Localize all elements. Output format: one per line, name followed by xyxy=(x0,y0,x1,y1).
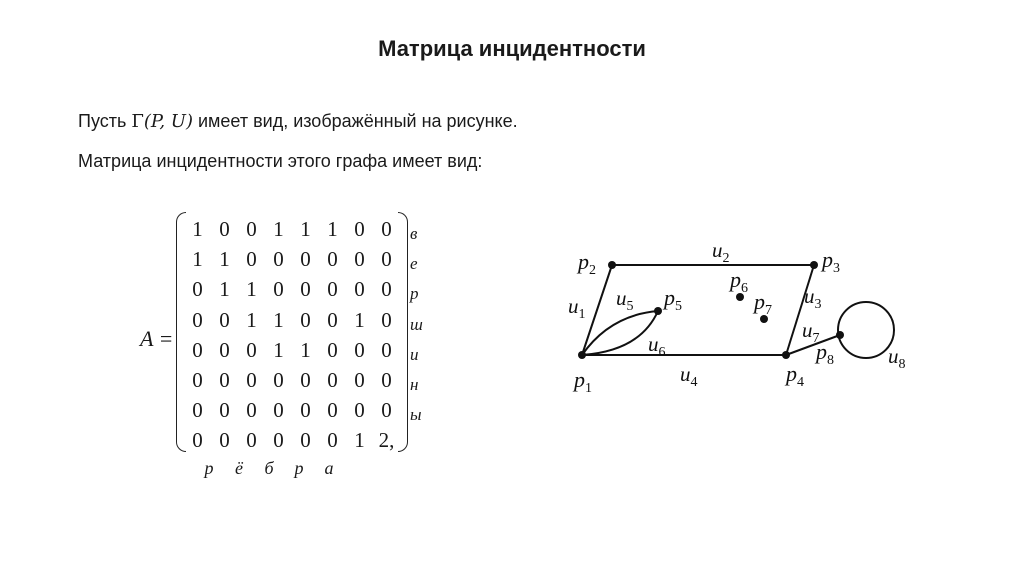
matrix-cell: 0 xyxy=(219,367,230,392)
matrix-cell: 0 xyxy=(327,398,338,423)
vertex-p1-dot xyxy=(578,351,586,359)
matrix-cell: 0 xyxy=(300,398,311,423)
matrix-cell: 1 xyxy=(246,277,257,302)
matrix-cell: 2, xyxy=(378,428,395,453)
matrix-cell: 0 xyxy=(300,367,311,392)
vertex-p5-dot xyxy=(654,307,662,315)
vertex-p4-dot xyxy=(782,351,790,359)
matrix-cell: 0 xyxy=(354,217,365,241)
matrix-cell: 1 xyxy=(354,307,365,332)
matrix-cell: 1 xyxy=(219,277,230,302)
matrix-cell: 0 xyxy=(327,307,338,332)
matrix-row-label: и xyxy=(410,344,419,364)
matrix-cell: 0 xyxy=(381,367,392,392)
matrix-cell: 0 xyxy=(219,337,230,362)
matrix-cell: 0 xyxy=(273,398,284,423)
matrix-cell: 0 xyxy=(246,367,257,392)
matrix-cell: 0 xyxy=(192,398,203,423)
matrix-cell: 0 xyxy=(381,337,392,362)
matrix-cell: 1 xyxy=(246,307,257,332)
matrix-column-label: р xyxy=(294,458,304,478)
vertex-p2-label: $p_2$ xyxy=(578,249,596,278)
matrix-cell: 0 xyxy=(354,398,365,423)
matrix-cell: 0 xyxy=(246,217,257,241)
matrix-cell: 1 xyxy=(273,337,284,362)
matrix-cell: 0 xyxy=(219,428,230,453)
matrix-label: A = xyxy=(140,326,174,351)
vertex-p5-label: $p_5$ xyxy=(664,285,682,314)
intro-prefix: Пусть xyxy=(78,111,132,131)
matrix-row-label: р xyxy=(410,284,419,304)
graph-notation xyxy=(131,111,193,132)
matrix-cell: 0 xyxy=(300,277,311,302)
matrix-cell: 0 xyxy=(273,277,284,302)
matrix-cell: 1 xyxy=(192,247,203,272)
vertex-p7-label: $p_7$ xyxy=(754,289,772,318)
graph-args: (P, U) xyxy=(143,111,193,132)
matrix-row-label: е xyxy=(410,254,418,274)
edge-u6 xyxy=(582,311,658,355)
matrix-row-label: ы xyxy=(410,405,422,425)
matrix-cell: 0 xyxy=(381,217,392,241)
matrix-cell: 0 xyxy=(192,337,203,362)
matrix-row-label: н xyxy=(410,374,419,394)
page-title: Матрица инцидентности xyxy=(378,36,646,61)
matrix-column-label: а xyxy=(324,458,334,478)
matrix-row-label: ш xyxy=(410,314,423,334)
matrix-column-label: р xyxy=(204,458,214,478)
matrix-row-labels xyxy=(410,224,423,435)
matrix-cell: 1 xyxy=(327,217,338,241)
matrix-cell: 0 xyxy=(327,337,338,362)
edge-u7-label: $u_7$ xyxy=(802,318,820,346)
matrix-cell: 0 xyxy=(273,247,284,272)
matrix-cell: 1 xyxy=(300,337,311,362)
intro-suffix: имеет вид, изображённый на рисунке. xyxy=(192,111,518,131)
matrix-cell: 0 xyxy=(327,247,338,272)
matrix-cell: 0 xyxy=(219,398,230,423)
matrix-cell: 0 xyxy=(381,307,392,332)
matrix-cell: 0 xyxy=(381,247,392,272)
vertex-p8-label: $p_8$ xyxy=(816,339,834,368)
matrix-cell: 0 xyxy=(246,247,257,272)
matrix-cell: 0 xyxy=(327,428,338,453)
statement-line: Матрица инцидентности этого графа имеет вид: xyxy=(78,151,483,171)
edge-u8-loop xyxy=(838,302,894,358)
vertex-p1-label: $p_1$ xyxy=(574,367,592,396)
matrix-cell: 0 xyxy=(354,277,365,302)
matrix-column-label: ё xyxy=(235,458,243,478)
edge-u5-label: $u_5$ xyxy=(616,286,634,314)
matrix-row-label: в xyxy=(410,224,418,243)
right-parenthesis xyxy=(398,212,408,452)
edge-u4-label: $u_4$ xyxy=(680,362,698,390)
vertex-p4-label: $p_4$ xyxy=(786,361,804,390)
matrix-cell: 0 xyxy=(273,367,284,392)
matrix-cell: 0 xyxy=(381,398,392,423)
vertex-p8-dot xyxy=(836,331,844,339)
vertex-p3-label: $p_3$ xyxy=(822,247,840,276)
matrix-cell: 1 xyxy=(273,307,284,332)
edge-u3-label: $u_3$ xyxy=(804,284,822,312)
edge-u6-label: $u_6$ xyxy=(648,332,666,360)
matrix-cell: 0 xyxy=(246,428,257,453)
matrix-cell: 1 xyxy=(300,217,311,241)
matrix-cell: 0 xyxy=(354,247,365,272)
matrix-cell: 1 xyxy=(219,247,230,272)
edge-u1-label: $u_1$ xyxy=(568,294,586,322)
matrix-cell: 0 xyxy=(219,217,230,241)
edge-u1 xyxy=(582,265,612,355)
matrix-cell: 0 xyxy=(300,428,311,453)
matrix-cell: 0 xyxy=(192,428,203,453)
matrix-cell: 0 xyxy=(300,247,311,272)
matrix-cell: 0 xyxy=(192,307,203,332)
edge-u2-label: $u_2$ xyxy=(712,238,730,266)
matrix-cell: 0 xyxy=(246,398,257,423)
vertex-p2-dot xyxy=(608,261,616,269)
matrix-cell: 0 xyxy=(327,277,338,302)
edge-u8-label: $u_8$ xyxy=(888,344,906,372)
matrix-cell: 0 xyxy=(300,307,311,332)
matrix-cell: 0 xyxy=(381,277,392,302)
vertex-p6-label: $p_6$ xyxy=(730,267,748,296)
intro-line xyxy=(78,111,518,132)
incidence-matrix xyxy=(140,208,440,488)
matrix-cell: 0 xyxy=(192,277,203,302)
matrix-cell: 0 xyxy=(219,307,230,332)
matrix-cell: 0 xyxy=(273,428,284,453)
matrix-cell: 1 xyxy=(273,217,284,241)
matrix-column-label: б xyxy=(264,458,274,478)
matrix-cell: 1 xyxy=(192,217,203,241)
matrix-grid xyxy=(184,214,400,456)
matrix-cell: 0 xyxy=(192,367,203,392)
matrix-column-labels xyxy=(194,458,344,479)
matrix-cell: 0 xyxy=(246,337,257,362)
matrix-cell: 0 xyxy=(327,367,338,392)
matrix-cell: 0 xyxy=(354,367,365,392)
gamma-symbol: Γ xyxy=(131,111,144,132)
matrix-cell: 1 xyxy=(354,428,365,453)
vertex-p3-dot xyxy=(810,261,818,269)
edge-u5 xyxy=(582,311,658,355)
graph-figure xyxy=(540,225,940,405)
matrix-cell: 0 xyxy=(354,337,365,362)
